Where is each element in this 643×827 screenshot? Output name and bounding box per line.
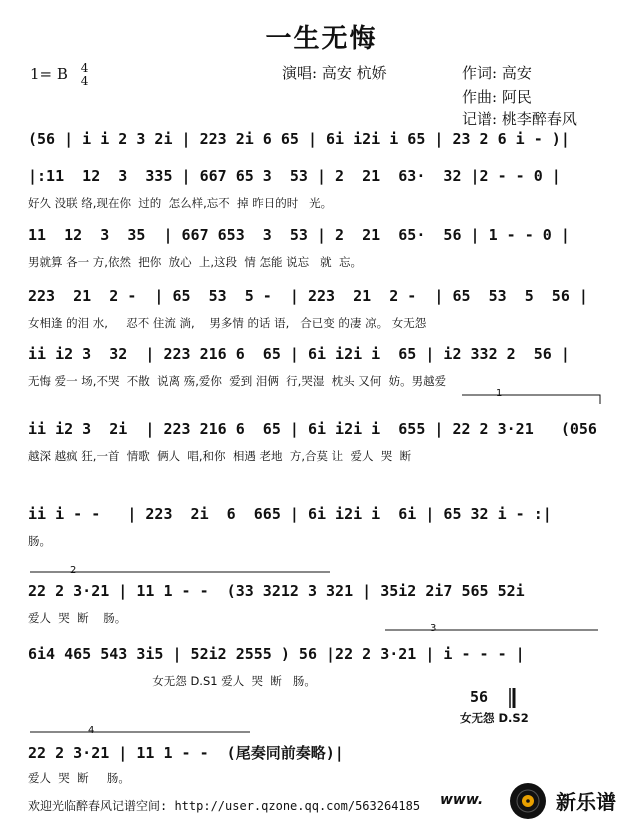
- notes-row-1: (56 | i i 2 3 2i | 223 2i 6 65 | 6i i2i i 65 | 23 2 6 i - )|: [28, 130, 570, 148]
- vinyl-record-icon: [504, 780, 554, 822]
- time-denominator: 4: [80, 74, 89, 88]
- time-numerator: 4: [80, 61, 89, 75]
- ds2-text: 女无怨 D.S2: [460, 711, 529, 725]
- lyrics-row-6: 越深 越疯 狂,一首 情歌 俩人 唱,和你 相遇 老地 方,合莫 让 爱人 哭 断: [28, 449, 412, 463]
- notes-row-6: ii i2 3 2i | 223 216 6 65 | 6i i2i i 655 | 22 2 3·21 (056: [28, 420, 597, 438]
- volta-1-label: 1: [496, 388, 503, 399]
- notes-row-7: ii i - - | 223 2i 6 665 | 6i i2i i 6i | 65 32 i - :|: [28, 505, 552, 523]
- lyricist: 作词: 高安: [462, 64, 532, 82]
- notes-row-2: |:11 12 3 335 | 667 65 3 53 | 2 21 63· 32 |2 - - 0 |: [28, 167, 561, 185]
- song-title: 一生无悔: [265, 24, 378, 54]
- notes-row-8: 22 2 3·21 | 11 1 - - (33 3212 3 321 | 35i2 2i7 565 52i: [28, 582, 525, 600]
- lyrics-row-8: 爱人 哭 断 肠。: [28, 611, 127, 625]
- key-label: 1= B: [30, 65, 68, 83]
- lyrics-row-9: 女无怨 D.S1 爱人 哭 断 肠。: [28, 674, 316, 688]
- lyrics-row-3: 男就算 各一 方,依然 把你 放心 上,这段 情 怎能 说忘 就 忘。: [28, 255, 362, 269]
- ds2-note: 56: [470, 688, 489, 706]
- lyrics-row-5: 无悔 爱一 场,不哭 不散 说离 殇,爱你 爱到 泪俩 行,哭湿 枕头 又何 妨。男越爱: [28, 374, 447, 388]
- lyrics-row-7: 肠。: [28, 534, 51, 548]
- lyrics-row-10: 爱人 哭 断 肠。: [28, 771, 130, 785]
- notes-row-4: 223 21 2 - | 65 53 5 - | 223 21 2 - | 65 53 5 56 |: [28, 287, 588, 305]
- notes-row-3: 11 12 3 35 | 667 653 3 53 | 2 21 65· 56 | 1 - - 0 |: [28, 226, 570, 244]
- footer-text: 欢迎光临醉春风记谱空间: http://user.qzone.qq.com/563264185: [28, 799, 421, 813]
- lyrics-row-4: 女相逢 的泪 水, 忍不 住流 淌, 男多情 的话 语, 合已变 的凄 凉。 女无怨: [28, 316, 427, 330]
- logo-prefix: www.: [440, 792, 484, 808]
- notes-row-5: ii i2 3 32 | 223 216 6 65 | 6i i2i i 65 | i2 332 2 56 |: [28, 345, 570, 363]
- lyrics-row-2: 好久 没联 络,现在你 过的 怎么样,忘不 掉 昨日的时 光。: [28, 196, 333, 210]
- notes-row-9: 6i4 465 543 3i5 | 52i2 2555 ) 56 |22 2 3·21 | i - - - |: [28, 645, 525, 663]
- composer: 作曲: 阿民: [462, 88, 532, 106]
- logo-text: 新乐谱: [556, 790, 616, 814]
- volta-4-label: 4: [88, 725, 95, 736]
- singers: 演唱: 高安 杭娇: [282, 64, 387, 82]
- volta-2-label: 2: [70, 565, 77, 576]
- volta-3-label: 3: [430, 623, 437, 634]
- transcriber: 记谱: 桃李醉春风: [462, 110, 577, 128]
- site-logo: [440, 780, 640, 822]
- notes-row-10: 22 2 3·21 | 11 1 - - (尾奏同前奏略)|: [28, 744, 344, 762]
